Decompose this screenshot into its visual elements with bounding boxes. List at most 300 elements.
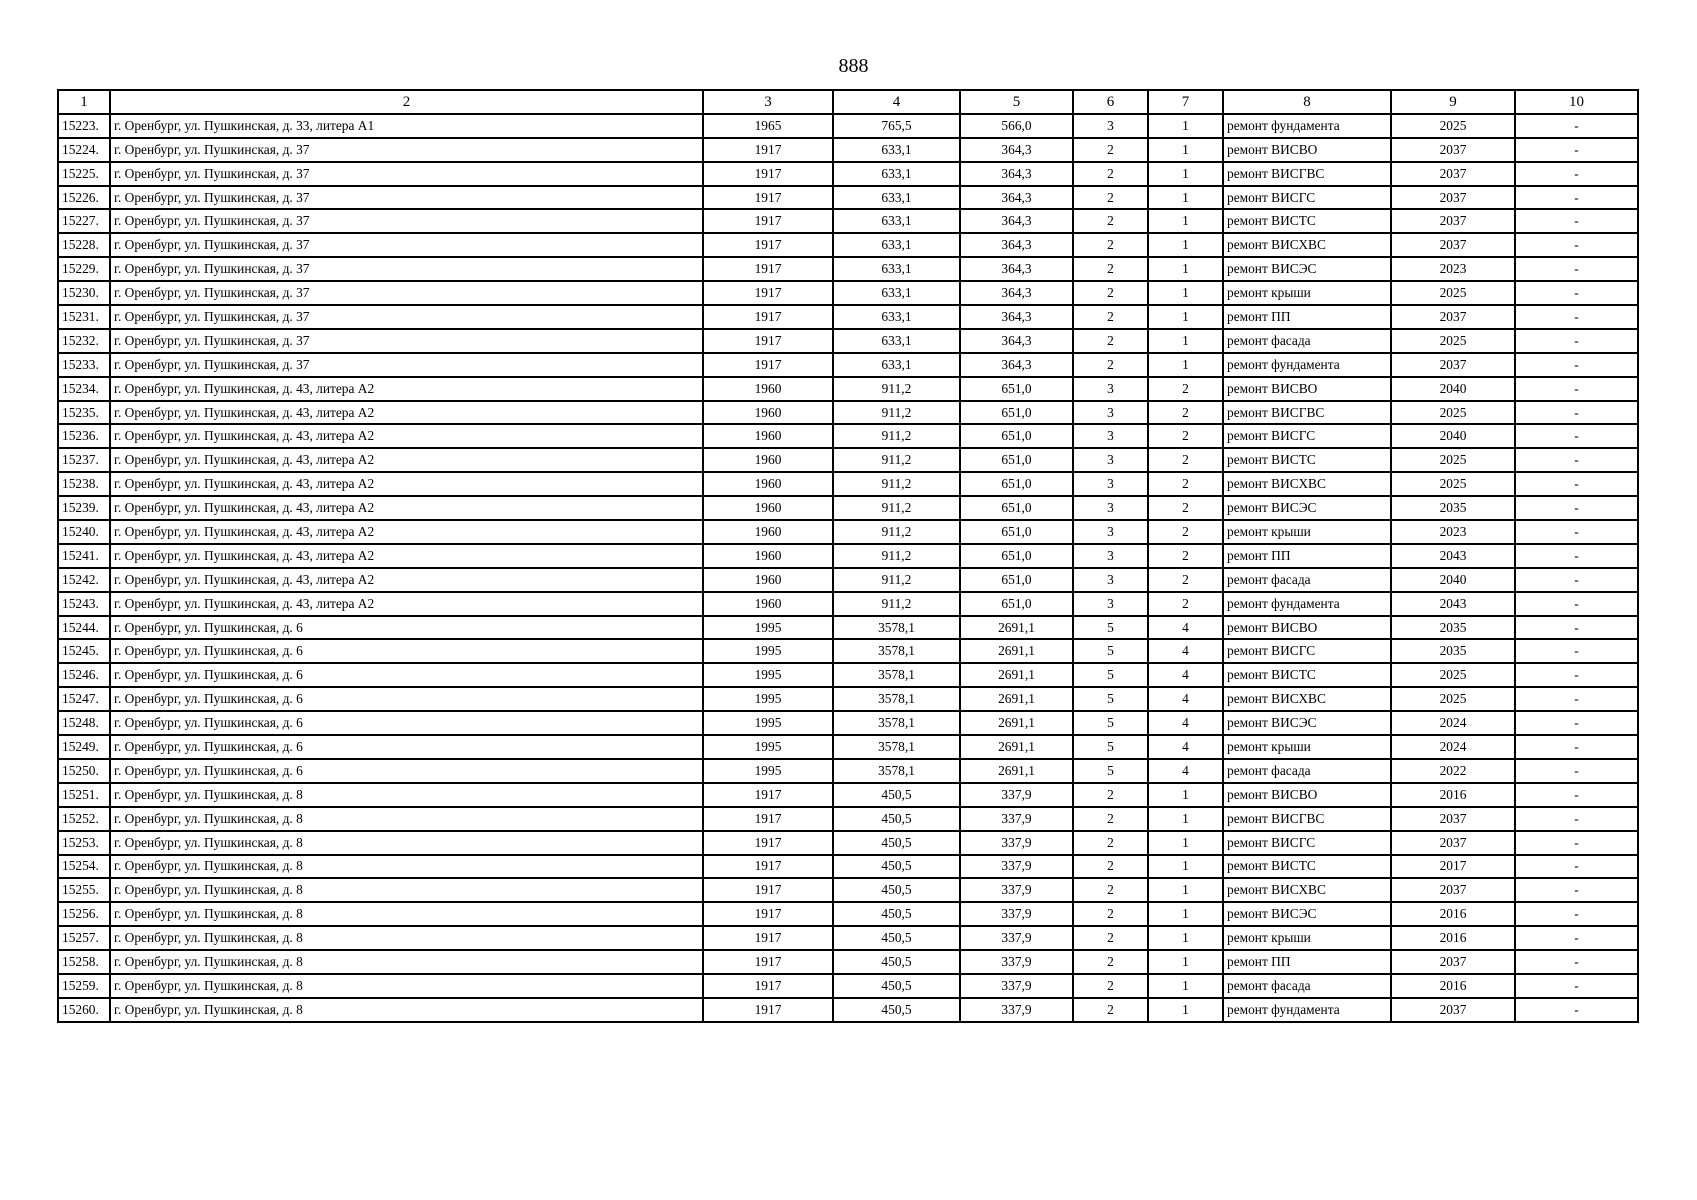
entrances-cell: 2 (1148, 424, 1223, 448)
row-number-cell: 15223. (58, 114, 110, 138)
work-type-cell: ремонт ПП (1223, 544, 1391, 568)
table-row (58, 783, 1638, 807)
living-area-cell: 651,0 (960, 424, 1073, 448)
entrances-cell: 1 (1148, 114, 1223, 138)
address-cell: г. Оренбург, ул. Пушкинская, д. 8 (110, 998, 703, 1022)
year-cell: 1995 (703, 711, 833, 735)
page-number: 888 (838, 55, 869, 77)
work-type-cell: ремонт фундамента (1223, 998, 1391, 1022)
floors-cell: 2 (1073, 902, 1148, 926)
planned-year-cell: 2040 (1391, 377, 1515, 401)
address-cell: г. Оренбург, ул. Пушкинская, д. 37 (110, 281, 703, 305)
entrances-cell: 1 (1148, 807, 1223, 831)
address-cell: г. Оренбург, ул. Пушкинская, д. 8 (110, 950, 703, 974)
planned-year-cell: 2022 (1391, 759, 1515, 783)
planned-year-cell: 2037 (1391, 138, 1515, 162)
entrances-cell: 1 (1148, 831, 1223, 855)
table-row (58, 759, 1638, 783)
table-row (58, 520, 1638, 544)
entrances-cell: 2 (1148, 568, 1223, 592)
table-row (58, 878, 1638, 902)
year-cell: 1960 (703, 472, 833, 496)
entrances-cell: 1 (1148, 902, 1223, 926)
living-area-cell: 651,0 (960, 592, 1073, 616)
entrances-cell: 1 (1148, 281, 1223, 305)
note-cell: - (1515, 281, 1638, 305)
year-cell: 1917 (703, 855, 833, 879)
total-area-cell: 450,5 (833, 807, 960, 831)
planned-year-cell: 2037 (1391, 233, 1515, 257)
planned-year-cell: 2025 (1391, 448, 1515, 472)
note-cell: - (1515, 257, 1638, 281)
table-row (58, 855, 1638, 879)
entrances-cell: 2 (1148, 401, 1223, 425)
table-row (58, 711, 1638, 735)
planned-year-cell: 2025 (1391, 329, 1515, 353)
total-area-cell: 3578,1 (833, 663, 960, 687)
note-cell: - (1515, 759, 1638, 783)
total-area-cell: 450,5 (833, 974, 960, 998)
floors-cell: 2 (1073, 950, 1148, 974)
row-number-cell: 15229. (58, 257, 110, 281)
entrances-cell: 1 (1148, 305, 1223, 329)
year-cell: 1995 (703, 735, 833, 759)
work-type-cell: ремонт крыши (1223, 735, 1391, 759)
work-type-cell: ремонт ВИСВО (1223, 138, 1391, 162)
year-cell: 1917 (703, 162, 833, 186)
row-number-cell: 15260. (58, 998, 110, 1022)
row-number-cell: 15239. (58, 496, 110, 520)
floors-cell: 2 (1073, 855, 1148, 879)
work-type-cell: ремонт ВИСГВС (1223, 401, 1391, 425)
work-type-cell: ремонт фасада (1223, 568, 1391, 592)
note-cell: - (1515, 783, 1638, 807)
table-row (58, 616, 1638, 640)
table-row (58, 377, 1638, 401)
floors-cell: 3 (1073, 592, 1148, 616)
row-number-cell: 15241. (58, 544, 110, 568)
year-cell: 1960 (703, 377, 833, 401)
floors-cell: 2 (1073, 305, 1148, 329)
living-area-cell: 651,0 (960, 544, 1073, 568)
note-cell: - (1515, 807, 1638, 831)
year-cell: 1960 (703, 401, 833, 425)
floors-cell: 2 (1073, 233, 1148, 257)
note-cell: - (1515, 233, 1638, 257)
year-cell: 1917 (703, 281, 833, 305)
address-cell: г. Оренбург, ул. Пушкинская, д. 43, литера А2 (110, 496, 703, 520)
total-area-cell: 633,1 (833, 257, 960, 281)
total-area-cell: 3578,1 (833, 616, 960, 640)
planned-year-cell: 2023 (1391, 257, 1515, 281)
address-cell: г. Оренбург, ул. Пушкинская, д. 8 (110, 807, 703, 831)
address-cell: г. Оренбург, ул. Пушкинская, д. 8 (110, 926, 703, 950)
address-cell: г. Оренбург, ул. Пушкинская, д. 43, литера А2 (110, 377, 703, 401)
work-type-cell: ремонт фундамента (1223, 592, 1391, 616)
living-area-cell: 651,0 (960, 401, 1073, 425)
living-area-cell: 337,9 (960, 831, 1073, 855)
row-number-cell: 15230. (58, 281, 110, 305)
work-type-cell: ремонт ВИСГС (1223, 639, 1391, 663)
address-cell: г. Оренбург, ул. Пушкинская, д. 6 (110, 616, 703, 640)
row-number-cell: 15238. (58, 472, 110, 496)
entrances-cell: 4 (1148, 663, 1223, 687)
address-cell: г. Оренбург, ул. Пушкинская, д. 37 (110, 138, 703, 162)
floors-cell: 3 (1073, 424, 1148, 448)
total-area-cell: 633,1 (833, 353, 960, 377)
row-number-cell: 15246. (58, 663, 110, 687)
table-row (58, 257, 1638, 281)
row-number-cell: 15227. (58, 209, 110, 233)
note-cell: - (1515, 950, 1638, 974)
year-cell: 1917 (703, 950, 833, 974)
planned-year-cell: 2016 (1391, 926, 1515, 950)
living-area-cell: 364,3 (960, 186, 1073, 210)
address-cell: г. Оренбург, ул. Пушкинская, д. 6 (110, 687, 703, 711)
address-cell: г. Оренбург, ул. Пушкинская, д. 37 (110, 257, 703, 281)
planned-year-cell: 2024 (1391, 711, 1515, 735)
note-cell: - (1515, 520, 1638, 544)
living-area-cell: 2691,1 (960, 639, 1073, 663)
planned-year-cell: 2035 (1391, 496, 1515, 520)
row-number-cell: 15248. (58, 711, 110, 735)
work-type-cell: ремонт ВИСТС (1223, 448, 1391, 472)
living-area-cell: 651,0 (960, 472, 1073, 496)
address-cell: г. Оренбург, ул. Пушкинская, д. 37 (110, 209, 703, 233)
planned-year-cell: 2037 (1391, 209, 1515, 233)
work-type-cell: ремонт ВИСВО (1223, 377, 1391, 401)
planned-year-cell: 2035 (1391, 616, 1515, 640)
year-cell: 1960 (703, 520, 833, 544)
floors-cell: 3 (1073, 520, 1148, 544)
note-cell: - (1515, 424, 1638, 448)
work-type-cell: ремонт ПП (1223, 305, 1391, 329)
planned-year-cell: 2025 (1391, 663, 1515, 687)
planned-year-cell: 2037 (1391, 305, 1515, 329)
living-area-cell: 337,9 (960, 855, 1073, 879)
column-header: 2 (110, 90, 703, 114)
total-area-cell: 450,5 (833, 878, 960, 902)
table-row (58, 639, 1638, 663)
total-area-cell: 633,1 (833, 209, 960, 233)
living-area-cell: 337,9 (960, 878, 1073, 902)
table-row (58, 974, 1638, 998)
table-row (58, 281, 1638, 305)
entrances-cell: 1 (1148, 138, 1223, 162)
note-cell: - (1515, 687, 1638, 711)
planned-year-cell: 2025 (1391, 114, 1515, 138)
table-row (58, 496, 1638, 520)
planned-year-cell: 2040 (1391, 424, 1515, 448)
entrances-cell: 2 (1148, 377, 1223, 401)
planned-year-cell: 2037 (1391, 807, 1515, 831)
total-area-cell: 911,2 (833, 448, 960, 472)
year-cell: 1995 (703, 639, 833, 663)
row-number-cell: 15245. (58, 639, 110, 663)
entrances-cell: 2 (1148, 544, 1223, 568)
work-type-cell: ремонт ВИСГВС (1223, 807, 1391, 831)
table-row (58, 687, 1638, 711)
table-row (58, 138, 1638, 162)
note-cell: - (1515, 568, 1638, 592)
table-header-row (58, 90, 1638, 114)
living-area-cell: 364,3 (960, 305, 1073, 329)
note-cell: - (1515, 592, 1638, 616)
note-cell: - (1515, 472, 1638, 496)
address-cell: г. Оренбург, ул. Пушкинская, д. 8 (110, 878, 703, 902)
address-cell: г. Оренбург, ул. Пушкинская, д. 8 (110, 855, 703, 879)
note-cell: - (1515, 831, 1638, 855)
floors-cell: 3 (1073, 114, 1148, 138)
year-cell: 1917 (703, 902, 833, 926)
year-cell: 1960 (703, 568, 833, 592)
total-area-cell: 3578,1 (833, 711, 960, 735)
total-area-cell: 911,2 (833, 592, 960, 616)
year-cell: 1965 (703, 114, 833, 138)
table-row (58, 162, 1638, 186)
column-header: 1 (58, 90, 110, 114)
entrances-cell: 1 (1148, 950, 1223, 974)
address-cell: г. Оренбург, ул. Пушкинская, д. 6 (110, 711, 703, 735)
living-area-cell: 2691,1 (960, 735, 1073, 759)
entrances-cell: 1 (1148, 878, 1223, 902)
year-cell: 1917 (703, 783, 833, 807)
note-cell: - (1515, 544, 1638, 568)
row-number-cell: 15254. (58, 855, 110, 879)
entrances-cell: 1 (1148, 783, 1223, 807)
work-type-cell: ремонт ВИСГС (1223, 831, 1391, 855)
table-row (58, 329, 1638, 353)
planned-year-cell: 2037 (1391, 162, 1515, 186)
table-row (58, 592, 1638, 616)
table-row (58, 114, 1638, 138)
total-area-cell: 765,5 (833, 114, 960, 138)
note-cell: - (1515, 329, 1638, 353)
table-row (58, 472, 1638, 496)
living-area-cell: 337,9 (960, 974, 1073, 998)
table-row (58, 902, 1638, 926)
work-type-cell: ремонт ПП (1223, 950, 1391, 974)
living-area-cell: 2691,1 (960, 687, 1073, 711)
row-number-cell: 15250. (58, 759, 110, 783)
row-number-cell: 15257. (58, 926, 110, 950)
address-cell: г. Оренбург, ул. Пушкинская, д. 43, литера А2 (110, 424, 703, 448)
work-type-cell: ремонт фундамента (1223, 353, 1391, 377)
address-cell: г. Оренбург, ул. Пушкинская, д. 8 (110, 902, 703, 926)
row-number-cell: 15224. (58, 138, 110, 162)
planned-year-cell: 2016 (1391, 783, 1515, 807)
work-type-cell: ремонт фасада (1223, 329, 1391, 353)
address-cell: г. Оренбург, ул. Пушкинская, д. 43, литера А2 (110, 401, 703, 425)
table-row (58, 448, 1638, 472)
planned-year-cell: 2037 (1391, 353, 1515, 377)
address-cell: г. Оренбург, ул. Пушкинская, д. 8 (110, 974, 703, 998)
total-area-cell: 633,1 (833, 162, 960, 186)
total-area-cell: 633,1 (833, 186, 960, 210)
table-row (58, 807, 1638, 831)
column-header: 6 (1073, 90, 1148, 114)
floors-cell: 3 (1073, 496, 1148, 520)
floors-cell: 2 (1073, 783, 1148, 807)
planned-year-cell: 2016 (1391, 902, 1515, 926)
note-cell: - (1515, 305, 1638, 329)
floors-cell: 2 (1073, 998, 1148, 1022)
row-number-cell: 15235. (58, 401, 110, 425)
note-cell: - (1515, 902, 1638, 926)
note-cell: - (1515, 998, 1638, 1022)
address-cell: г. Оренбург, ул. Пушкинская, д. 43, литера А2 (110, 448, 703, 472)
address-cell: г. Оренбург, ул. Пушкинская, д. 37 (110, 353, 703, 377)
living-area-cell: 651,0 (960, 496, 1073, 520)
planned-year-cell: 2025 (1391, 687, 1515, 711)
row-number-cell: 15256. (58, 902, 110, 926)
entrances-cell: 4 (1148, 616, 1223, 640)
work-type-cell: ремонт ВИСЭС (1223, 257, 1391, 281)
entrances-cell: 1 (1148, 209, 1223, 233)
row-number-cell: 15236. (58, 424, 110, 448)
note-cell: - (1515, 616, 1638, 640)
address-cell: г. Оренбург, ул. Пушкинская, д. 6 (110, 639, 703, 663)
table-row (58, 401, 1638, 425)
floors-cell: 2 (1073, 926, 1148, 950)
work-type-cell: ремонт ВИСГС (1223, 424, 1391, 448)
year-cell: 1917 (703, 807, 833, 831)
note-cell: - (1515, 639, 1638, 663)
row-number-cell: 15231. (58, 305, 110, 329)
address-cell: г. Оренбург, ул. Пушкинская, д. 43, литера А2 (110, 520, 703, 544)
living-area-cell: 364,3 (960, 353, 1073, 377)
year-cell: 1917 (703, 998, 833, 1022)
entrances-cell: 4 (1148, 711, 1223, 735)
work-type-cell: ремонт ВИСХВС (1223, 472, 1391, 496)
floors-cell: 5 (1073, 687, 1148, 711)
floors-cell: 2 (1073, 831, 1148, 855)
data-table (57, 89, 1639, 1023)
planned-year-cell: 2025 (1391, 472, 1515, 496)
living-area-cell: 337,9 (960, 998, 1073, 1022)
living-area-cell: 337,9 (960, 926, 1073, 950)
planned-year-cell: 2037 (1391, 878, 1515, 902)
note-cell: - (1515, 162, 1638, 186)
address-cell: г. Оренбург, ул. Пушкинская, д. 43, литера А2 (110, 472, 703, 496)
entrances-cell: 1 (1148, 353, 1223, 377)
year-cell: 1995 (703, 663, 833, 687)
table-row (58, 209, 1638, 233)
table-row (58, 950, 1638, 974)
planned-year-cell: 2035 (1391, 639, 1515, 663)
work-type-cell: ремонт фасада (1223, 974, 1391, 998)
planned-year-cell: 2024 (1391, 735, 1515, 759)
address-cell: г. Оренбург, ул. Пушкинская, д. 8 (110, 783, 703, 807)
row-number-cell: 15244. (58, 616, 110, 640)
planned-year-cell: 2037 (1391, 950, 1515, 974)
year-cell: 1917 (703, 329, 833, 353)
total-area-cell: 911,2 (833, 424, 960, 448)
living-area-cell: 651,0 (960, 568, 1073, 592)
address-cell: г. Оренбург, ул. Пушкинская, д. 37 (110, 186, 703, 210)
entrances-cell: 2 (1148, 592, 1223, 616)
address-cell: г. Оренбург, ул. Пушкинская, д. 43, литера А2 (110, 568, 703, 592)
entrances-cell: 1 (1148, 162, 1223, 186)
living-area-cell: 2691,1 (960, 711, 1073, 735)
total-area-cell: 450,5 (833, 950, 960, 974)
entrances-cell: 2 (1148, 496, 1223, 520)
note-cell: - (1515, 377, 1638, 401)
work-type-cell: ремонт ВИСТС (1223, 663, 1391, 687)
address-cell: г. Оренбург, ул. Пушкинская, д. 33, литера А1 (110, 114, 703, 138)
floors-cell: 3 (1073, 544, 1148, 568)
total-area-cell: 911,2 (833, 472, 960, 496)
entrances-cell: 1 (1148, 855, 1223, 879)
entrances-cell: 2 (1148, 448, 1223, 472)
total-area-cell: 911,2 (833, 496, 960, 520)
year-cell: 1917 (703, 233, 833, 257)
year-cell: 1917 (703, 186, 833, 210)
living-area-cell: 337,9 (960, 950, 1073, 974)
living-area-cell: 364,3 (960, 281, 1073, 305)
living-area-cell: 651,0 (960, 377, 1073, 401)
work-type-cell: ремонт ВИСЭС (1223, 496, 1391, 520)
note-cell: - (1515, 711, 1638, 735)
row-number-cell: 15240. (58, 520, 110, 544)
row-number-cell: 15247. (58, 687, 110, 711)
floors-cell: 3 (1073, 377, 1148, 401)
year-cell: 1917 (703, 138, 833, 162)
floors-cell: 2 (1073, 257, 1148, 281)
address-cell: г. Оренбург, ул. Пушкинская, д. 37 (110, 329, 703, 353)
entrances-cell: 1 (1148, 257, 1223, 281)
address-cell: г. Оренбург, ул. Пушкинская, д. 6 (110, 759, 703, 783)
year-cell: 1917 (703, 353, 833, 377)
work-type-cell: ремонт крыши (1223, 520, 1391, 544)
living-area-cell: 2691,1 (960, 759, 1073, 783)
note-cell: - (1515, 496, 1638, 520)
year-cell: 1917 (703, 831, 833, 855)
table-row (58, 544, 1638, 568)
entrances-cell: 2 (1148, 520, 1223, 544)
row-number-cell: 15226. (58, 186, 110, 210)
total-area-cell: 450,5 (833, 855, 960, 879)
floors-cell: 3 (1073, 472, 1148, 496)
note-cell: - (1515, 401, 1638, 425)
column-header: 7 (1148, 90, 1223, 114)
total-area-cell: 3578,1 (833, 639, 960, 663)
planned-year-cell: 2040 (1391, 568, 1515, 592)
total-area-cell: 450,5 (833, 783, 960, 807)
work-type-cell: ремонт ВИСВО (1223, 616, 1391, 640)
year-cell: 1960 (703, 592, 833, 616)
work-type-cell: ремонт ВИСХВС (1223, 233, 1391, 257)
floors-cell: 5 (1073, 711, 1148, 735)
work-type-cell: ремонт фасада (1223, 759, 1391, 783)
living-area-cell: 364,3 (960, 209, 1073, 233)
total-area-cell: 3578,1 (833, 687, 960, 711)
total-area-cell: 450,5 (833, 831, 960, 855)
row-number-cell: 15234. (58, 377, 110, 401)
living-area-cell: 651,0 (960, 448, 1073, 472)
planned-year-cell: 2043 (1391, 592, 1515, 616)
planned-year-cell: 2017 (1391, 855, 1515, 879)
table-row (58, 568, 1638, 592)
floors-cell: 2 (1073, 807, 1148, 831)
total-area-cell: 633,1 (833, 281, 960, 305)
table-row (58, 663, 1638, 687)
note-cell: - (1515, 138, 1638, 162)
floors-cell: 2 (1073, 138, 1148, 162)
row-number-cell: 15225. (58, 162, 110, 186)
year-cell: 1960 (703, 424, 833, 448)
floors-cell: 3 (1073, 401, 1148, 425)
